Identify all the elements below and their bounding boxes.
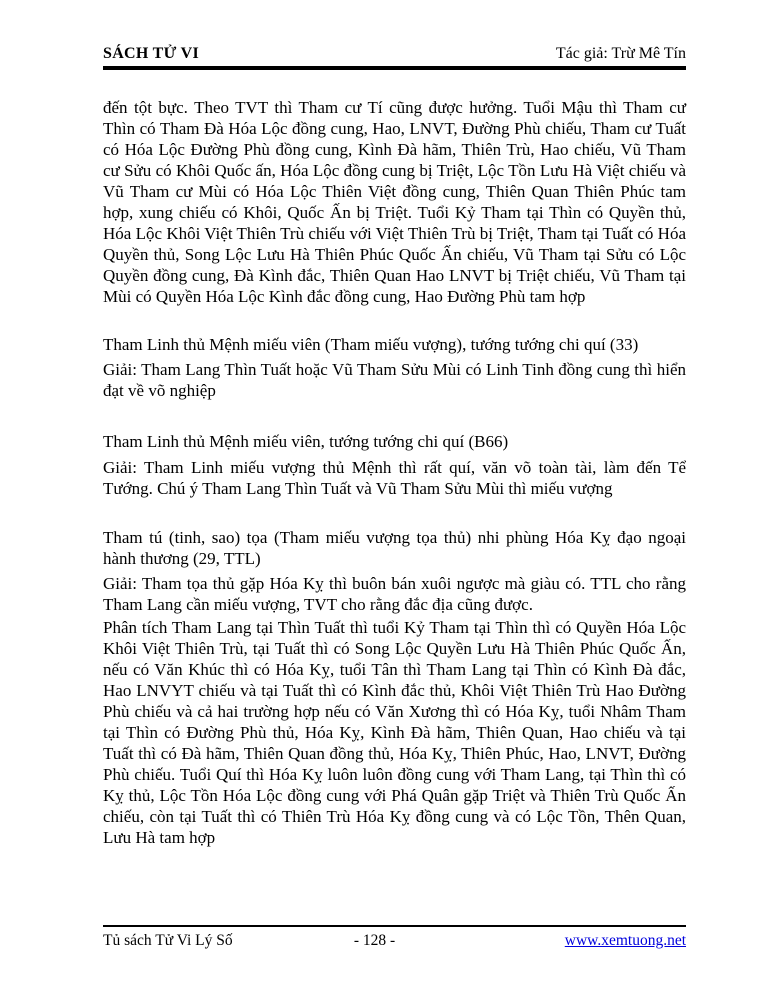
footer-link-container xyxy=(415,931,686,951)
book-title: SÁCH TỬ VI xyxy=(103,45,200,62)
section-explanation-tham-linh-33: Giải: Tham Lang Thìn Tuất hoặc Vũ Tham Sửu Mùi có Linh Tinh đồng cung thì hiển đạt về võ nghiệp xyxy=(103,360,686,400)
header-rule xyxy=(103,66,686,70)
section-heading-tham-linh-33: Tham Linh thủ Mệnh miếu viên (Tham miếu vượng), tướng tướng chi quí (33) xyxy=(103,335,639,354)
page-footer xyxy=(103,931,686,951)
section-explanation-tham-linh-b66: Giải: Tham Linh miếu vượng thủ Mệnh thì rất quí, văn võ toàn tài, làm đến Tể Tướng. Chú ý Tham Lang Thìn Tuất và Vũ Tham Sửu Mùi thì miếu vượng xyxy=(103,458,686,498)
footer-series-title: Tủ sách Tử Vi Lý Số xyxy=(103,932,233,949)
footer-page-number: - 128 - xyxy=(353,932,396,949)
section-heading-tham-linh-b66: Tham Linh thủ Mệnh miếu viên, tướng tướng chi quí (B66) xyxy=(103,432,509,451)
paragraph-phan-tich: Phân tích Tham Lang tại Thìn Tuất thì tuổi Kỷ Tham tại Thìn thì có Quyền Hóa Lộc Khôi Việt Thiên Trù, tại Tuất thì có Song Lộc Quyền Lưu Hà Thiên Phúc Quốc Ấn, nếu có Văn Khúc thì có Hóa Kỵ, tuổi Tân thì Tham Lang tại Thìn có Kình Đà đắc, Hao LNVYT chiếu và tại Tuất thì có Kình đắc thủ, Khôi Việt Thiên Trù Hao Đường Phù chiếu và cả hai trường hợp nếu có Văn Xương thì có Hóa Kỵ, tuổi Nhâm Tham tại Thìn có Đường Phù thủ, Hóa Kỵ, Kình Đà hãm, Thiên Quan, Hao chiếu và tại Tuất thì có Đà hãm, Thiên Quan đồng thủ, Hóa Kỵ, Thiên Phúc, Hao, LNVT, Đường Phù chiếu. Tuổi Quí thì Hóa Kỵ luôn luôn đồng cung với Tham Lang, tại Thìn thì có Kỵ thủ, Lộc Tồn Hóa Lộc đồng cung với Phá Quân gặp Triệt và Thiên Trù Quốc Ấn chiếu, còn tại Tuất thì có Thiên Trù Hóa Kỵ đồng cung và có Lộc Tồn, Thên Quan, Lưu Hà tam hợp xyxy=(103,618,686,847)
paragraph-continuation: đến tột bực. Theo TVT thì Tham cư Tí cũng được hưởng. Tuổi Mậu thì Tham cư Thìn có Tham Đà Hóa Lộc đồng cung, Hao, LNVT, Đường Phù chiếu, Tham cư Tuất có Hóa Lộc Đường Phù đồng cung, Kình Đà hãm, Thiên Trù, Hao chiếu, Vũ Tham cư Sửu có Khôi Quốc ấn, Hóa Lộc đồng cung bị Triệt, Lộc Tồn Lưu Hà Việt chiếu và Vũ Tham cư Mùi có Hóa Lộc Thiên Việt đồng cung, Thiên Quan Thiên Phúc tam hợp, xung chiếu có Khôi, Quốc Ấn bị Triệt. Tuổi Kỷ Tham tại Thìn có Quyền thủ, Hóa Lộc Khôi Việt Thiên Trù chiếu với Việt Thiên Trù bị Triệt, Tham tại Tuất có Hóa Quyền thủ, Song Lộc Lưu Hà Thiên Phúc Quốc Ấn chiếu, Vũ Tham tại Sửu có Lộc Quyền đồng cung, Đà Kình đắc, Thiên Quan Hao LNVT bị Triệt chiếu, Vũ Tham tại Mùi có Quyền Hóa Lộc Kình đắc đồng cung, Hao Đường Phù tam hợp xyxy=(103,98,686,306)
document-body xyxy=(103,97,686,848)
page-header xyxy=(103,44,686,64)
section-heading-tham-tu-29-ttl: Tham tú (tinh, sao) tọa (Tham miếu vượng tọa thủ) nhi phùng Hóa Kỵ đạo ngoại hành thương (29, TTL) xyxy=(103,528,686,568)
footer-website-link[interactable]: www.xemtuong.net xyxy=(564,932,687,949)
footer-rule xyxy=(103,925,686,927)
author-credit: Tác giả: Trừ Mê Tín xyxy=(555,45,686,62)
section-explanation-tham-tu-29-ttl: Giải: Tham tọa thủ gặp Hóa Kỵ thì buôn bán xuôi ngược mà giàu có. TTL cho rằng Tham Lang cần miếu vượng, TVT cho rằng đắc địa cũng được. xyxy=(103,574,686,614)
